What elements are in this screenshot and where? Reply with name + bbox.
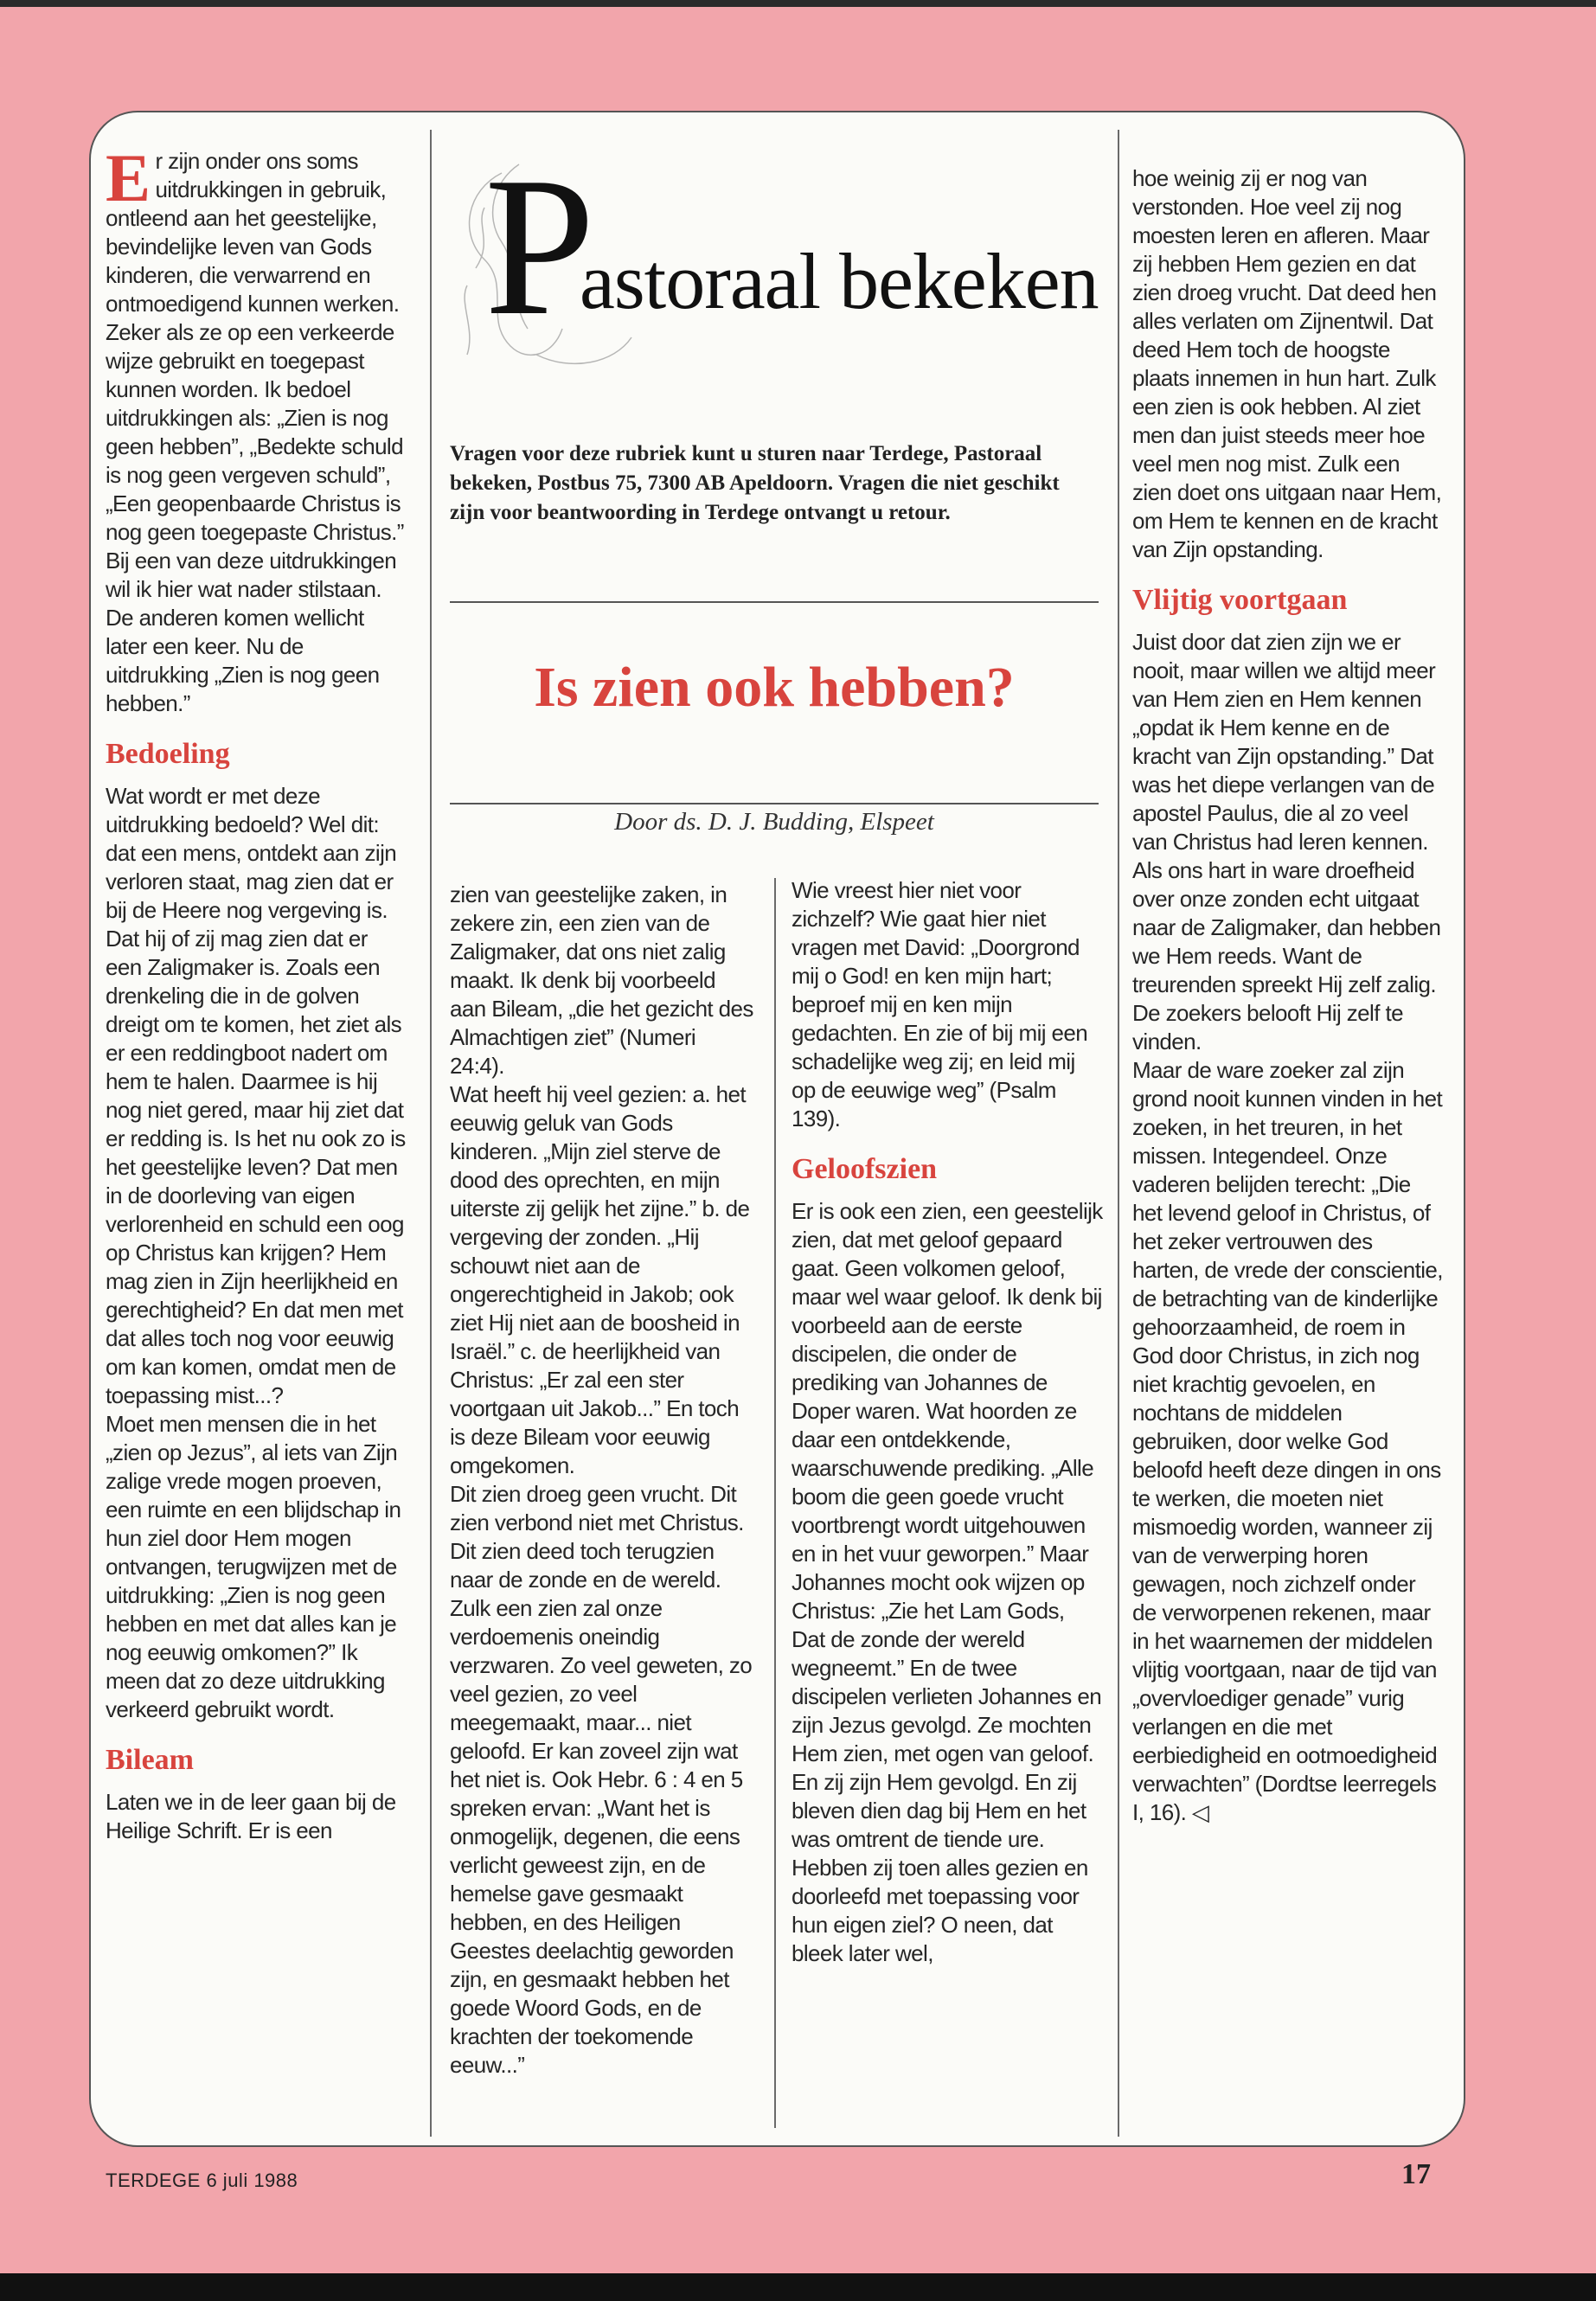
column-1 <box>106 140 408 1845</box>
paragraph: Dit zien droeg geen vrucht. Dit zien verbond niet met Christus. Dit zien deed toch terugzien naar de zonde en de wereld. Zulk een zien zal onze verdoemenis oneindig verzwaren. Zo veel geweten, zo veel gezien, zo veel meegemaakt, maar... niet geloofd. Er kan zoveel zijn wat het niet is. Ook Hebr. 6 : 4 en 5 spreken ervan: „Want het is onmogelijk, degenen, die eens verlicht geweest zijn, en de hemelse gave gesmaakt hebben, en des Heiligen Geestes deelachtig geworden zijn, en gesmaakt hebben het goede Woord Gods, en de krachten der toekomende eeuw...” <box>450 1481 753 2078</box>
paragraph: Maar de ware zoeker zal zijn grond nooit kunnen vinden in het zoeken, in het treuren, in het missen. Integendeel. Onze vaderen belijden terecht: „Die het levend geloof in Christus, of het zeker vertrouwen des harten, de vrede der conscientie, de betrachting van de kinderlijke gehoorzaamheid, de roem in God door Christus, in zich nog niet krachtig gevoelen, en nochtans de middelen gebruiken, door welke God beloofd heeft deze dingen in ons te werken, die moeten niet mismoedig worden, wanneer zij van de verwerping horen gewagen, noch zichzelf onder de verworpenen rekenen, maar in het waarnemen der middelen vlijtig voortgaan, naar de tijd van „overvloediger genade” vurig verlangen en die met eerbiedigheid en ootmoedigheid verwachten” (Dordtse leerregels I, 16). ◁ <box>1132 1057 1443 1825</box>
heading-geloofszien: Geloofszien <box>792 1153 938 1185</box>
column-3 <box>792 876 1103 1968</box>
column-rule <box>430 130 432 2137</box>
paragraph: zien van geestelijke zaken, in zekere zin, een zien van de Zaligmaker, dat ons niet zalig maakt. Ik denk bij voorbeeld aan Bileam, „die het gezicht des Almachtigen ziet” (Numeri 24:4). <box>450 881 753 1079</box>
masthead <box>450 136 1107 356</box>
paragraph: Er is ook een zien, een geestelijk zien, dat met geloof gepaard gaat. Geen volkomen geloof, maar wel waar geloof. Ik denk bij voorbeeld aan de eerste discipelen, die onder de prediking van Johannes de Doper waren. Wat hoorden ze daar een ontdekkende, waarschuwende prediking. „Alle boom die geen goede vrucht voortbrengt wordt uitgehouwen en in het vuur geworpen.” Maar Johannes mocht ook wijzen op Christus: „Zie het Lam Gods, Dat de zonde der wereld wegneemt.” En de twee discipelen verlieten Johannes en zijn Jezus gevolgd. Ze mochten Hem zien, met ogen van geloof. En zij zijn Hem gevolgd. En zij bleven dien dag bij Hem en het was omtrent de tiende ure. <box>792 1198 1103 1852</box>
column-rule <box>1118 130 1119 2137</box>
column-2 <box>450 881 754 2080</box>
bottom-edge <box>0 2273 1596 2301</box>
intro-paragraph <box>106 140 408 718</box>
paragraph: Juist door dat zien zijn we er nooit, maar willen we altijd meer van Hem zien en Hem kennen „opdat ik Hem kenne en de kracht van Zijn opstanding.” Dat was het diepe verlangen van de apostel Paulus, die al zo veel van Christus had leren kennen. Als ons hart in ware droefheid over onze zonden echt uitgaat naar de Zaligmaker, dan hebben we Hem reeds. Want de treurenden spreekt Hij zelf zalig. De zoekers belooft Hij zelf te vinden. <box>1132 629 1441 1054</box>
top-edge <box>0 0 1596 7</box>
column-rule <box>774 878 776 2128</box>
paragraph: hoe weinig zij er nog van verstonden. Hoe veel zij nog moesten leren en afleren. Maar zij hebben Hem gezien en dat zien droeg vrucht. Dat deed hen alles verlaten om Zijnentwil. Dat deed Hem toch de hoogste plaats innemen in hun hart. Zulk een zien is ook hebben. Al ziet men dan juist steeds meer hoe veel men nog mist. Zulk een zien doet ons uitgaan naar Hem, om Hem te kennen en de kracht van Zijn opstanding. <box>1132 165 1442 562</box>
paragraph: Wat heeft hij veel gezien: a. het eeuwig geluk van Gods kinderen. „Mijn ziel sterve de dood des oprechten, en mijn uiterste zij gelijk het zijne.” b. de vergeving der zonden. „Hij schouwt niet aan de ongerechtigheid in Jakob; ook ziet Hij niet aan de boosheid in Israël.” c. de heerlijkheid van Christus: „Er zal een ster voortgaan uit Jakob...” En toch is deze Bileam voor eeuwig omgekomen. <box>450 1081 750 1478</box>
submission-notice: Vragen voor deze rubriek kunt u sturen naar Terdege, Pastoraal bekeken, Postbus 75, 7300 AB Apeldoorn. Vragen die niet geschikt zijn voor beantwoording in Terdege ontvangt u retour. <box>450 442 1060 524</box>
heading-vlijtig-voortgaan: Vlijtig voortgaan <box>1132 584 1348 616</box>
paragraph: Laten we in de leer gaan bij de Heilige Schrift. Er is een <box>106 1789 396 1843</box>
heading-bedoeling: Bedoeling <box>106 738 230 770</box>
column-4 <box>1132 164 1444 1827</box>
drop-cap: E <box>106 140 151 215</box>
publication-footer: TERDEGE 6 juli 1988 <box>106 2170 298 2191</box>
byline: Door ds. D. J. Budding, Elspeet <box>614 808 934 836</box>
article-headline: Is zien ook hebben? <box>534 656 1015 719</box>
masthead-initial: P <box>484 136 595 356</box>
paragraph: Wat wordt er met deze uitdrukking bedoeld? Wel dit: dat een mens, ontdekt aan zijn verloren staat, mag zien dat er bij de Heere nog vergeving is. Dat hij of zij mag zien dat er een Zaligmaker is. Zoals een drenkeling die in de golven dreigt om te komen, het ziet als er een reddingboot nadert om hem te halen. Daarmee is hij nog niet gered, maar hij ziet dat er redding is. Is het nu ook zo is het geestelijke leven? Dat men in de doorleving van eigen verlorenheid en schuld een oog op Christus kan krijgen? Hem mag zien in Zijn heerlijkheid en gerechtigheid? En dat men met dat alles toch nog voor eeuwig om kan komen, omdat men de toepassing mist...? <box>106 783 406 1408</box>
masthead-title: astoraal bekeken <box>580 237 1099 325</box>
divider <box>450 601 1099 603</box>
page-number: 17 <box>1401 2158 1431 2190</box>
intro-text: r zijn onder ons soms uitdrukkingen in gebruik, ontleend aan het geestelijke, bevindelijke leven van Gods kinderen, die verwarrend en ontmoedigend kunnen werken. Zeker als ze op een verkeerde wijze gebruikt en toegepast kunnen worden. Ik bedoel uitdrukkingen als: „Zien is nog geen hebben”, „Bedekte schuld is nog geen vergeven schuld”, „Een geopenbaarde Christus is nog geen toegepaste Christus.” Bij een van deze uitdrukkingen wil ik hier wat nader stilstaan. De anderen komen wellicht later een keer. Nu de uitdrukking „Zien is nog geen hebben.” <box>106 148 404 716</box>
paragraph: Moet men mensen die in het „zien op Jezus”, al iets van Zijn zalige vrede mogen proeven, een ruimte en een blijdschap in hun ziel door Hem mogen ontvangen, terugwijzen met de uitdrukking: „Zien is nog geen hebben en met dat alles kan je nog eeuwig omkomen?” Ik meen dat zo deze uitdrukking verkeerd gebruikt wordt. <box>106 1411 401 1722</box>
heading-bileam: Bileam <box>106 1744 194 1776</box>
paragraph: Wie vreest hier niet voor zichzelf? Wie gaat hier niet vragen met David: „Doorgrond mij o God! en ken mijn hart; beproef mij en ken mijn gedachten. En zie of bij mij een schadelijke weg zij; en leid mij op de eeuwige weg” (Psalm 139). <box>792 877 1088 1131</box>
paragraph: Hebben zij toen alles gezien en doorleefd met toepassing voor hun eigen ziel? O neen, dat bleek later wel, <box>792 1855 1088 1966</box>
